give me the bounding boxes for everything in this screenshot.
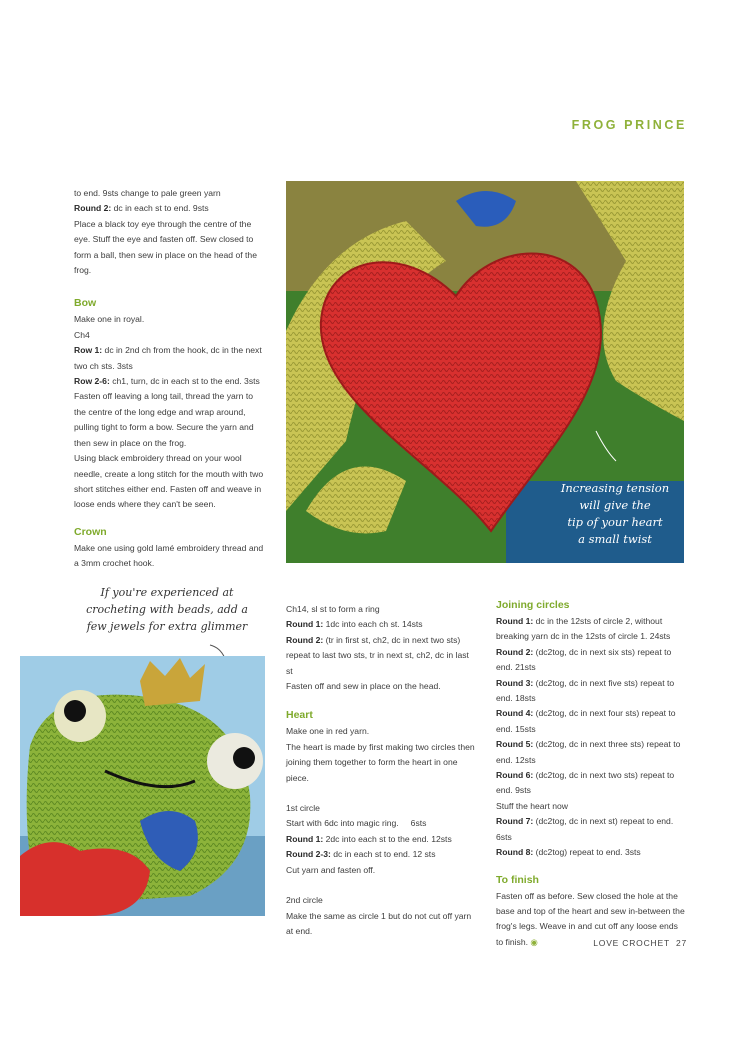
crown-round-2: Round 2: (tr in first st, ch2, dc in next two sts) repeat to last two sts, tr in next st, ch2, dc in last st [286, 634, 469, 676]
eye-instructions: Place a black toy eye through the centre of the eye. Stuff the eye and fasten off. Sew closed to form a ball, then sew in place on the head of the frog. [74, 218, 257, 276]
finish-text: Fasten off as before. Sew closed the hole at the base and top of the heart and sew in-between the frog's legs. Weave in and cut off any loose ends to finish. ◉ [496, 890, 685, 947]
left-column [74, 186, 264, 572]
bow-row-1: Row 1: dc in 2nd ch from the hook, dc in the next two ch sts. 3sts [74, 345, 262, 371]
right-column [496, 598, 686, 950]
circle-1-title: 1st circle [286, 803, 320, 814]
finish-heading: To finish [496, 873, 539, 886]
join-round: Round 6: (dc2tog, dc in next two sts) repeat to end. 9sts [496, 770, 675, 796]
bow-make: Make one in royal. [74, 314, 145, 325]
magazine-name: LOVE CROCHET [593, 938, 670, 948]
stuff-heart: Stuff the heart now [496, 800, 568, 811]
circle-1-round-2-3: Round 2-3: dc in each st to end. 12 sts [286, 849, 436, 860]
bow-mouth: Using black embroidery thread on your wool needle, create a long stitch for the mouth with two short stitches either end. Fasten off and weave in loose ends where they can't be seen. [74, 453, 264, 510]
circle-1-round-1: Round 1: 2dc into each st to the end. 12sts [286, 833, 452, 844]
circle-2-text: Make the same as circle 1 but do not cut off yarn at end. [286, 910, 472, 936]
join-round: Round 5: (dc2tog, dc in next three sts) repeat to end. 12sts [496, 739, 681, 765]
join-round-7: Round 7: (dc2tog, dc in next st) repeat to end. 6sts [496, 816, 674, 842]
frog-photo-image [20, 656, 265, 916]
bow-row-2-6: Row 2-6: ch1, turn, dc in each st to the end. 3sts [74, 376, 260, 387]
circle-2-title: 2nd circle [286, 895, 323, 906]
page-section-title: FROG PRINCE [571, 118, 687, 132]
crown-fasten: Fasten off and sew in place on the head. [286, 681, 441, 692]
beads-tip-caption: If you're experienced at crocheting with beads, add a few jewels for extra glimmer [86, 586, 248, 633]
page-footer [593, 938, 687, 948]
circle-1-cut: Cut yarn and fasten off. [286, 864, 376, 875]
join-round-8: Round 8: (dc2tog) repeat to end. 3sts [496, 847, 641, 858]
crown-round-1: Round 1: 1dc into each ch st. 14sts [286, 619, 423, 630]
heart-heading: Heart [286, 709, 313, 722]
heart-tip-caption: Increasing tension will give the tip of your heart a small twist [560, 481, 670, 546]
bow-heading: Bow [74, 297, 97, 310]
page-number: 27 [675, 938, 687, 948]
ring-instruction: Ch14, sl st to form a ring [286, 604, 380, 614]
heart-make: Make one in red yarn. [286, 726, 370, 737]
crown-text: Make one using gold lamé embroidery thread and a 3mm crochet hook. [74, 542, 264, 569]
join-round: Round 1: dc in the 12sts of circle 2, without breaking yarn dc in the 12sts of circle 1. 24sts [496, 616, 671, 642]
crown-heading: Crown [74, 525, 107, 538]
instruction-round: Round 2: dc in each st to end. 9sts [74, 203, 209, 214]
heart-desc: The heart is made by first making two circles then joining them together to form the heart in one piece. [286, 741, 475, 783]
joining-heading: Joining circles [496, 599, 570, 611]
middle-column [286, 602, 476, 939]
circle-1-start: Start with 6dc into magic ring. 6sts [286, 818, 427, 829]
bow-fasten: Fasten off leaving a long tail, thread the yarn to the centre of the long edge and wrap around, pulling tight to form a bow. Secure the yarn and then sew in place on the frog. [74, 391, 254, 448]
join-round: Round 2: (dc2tog, dc in next six sts) repeat to end. 21sts [496, 646, 672, 673]
join-round: Round 4: (dc2tog, dc in next four sts) repeat to end. 15sts [496, 708, 676, 734]
frog-photo [20, 656, 265, 916]
bow-chain: Ch4 [74, 329, 90, 340]
join-round: Round 3: (dc2tog, dc in next five sts) repeat to end. 18sts [496, 677, 675, 704]
intro-line: to end. 9sts change to pale green yarn [74, 188, 221, 198]
end-mark-icon: ◉ [530, 936, 538, 947]
